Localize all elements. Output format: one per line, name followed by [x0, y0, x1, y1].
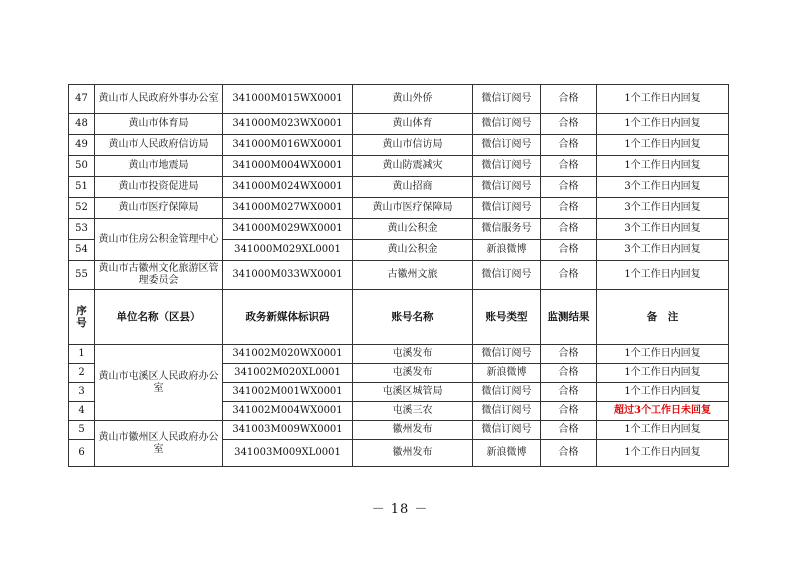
- seq-cell: 50: [69, 156, 95, 177]
- note-cell: 3个工作日内回复: [597, 198, 729, 219]
- code-cell: 341003M009WX0001: [223, 421, 353, 440]
- seq-cell: 1: [69, 345, 95, 364]
- account-cell: 黄山市信访局: [353, 135, 473, 156]
- header-seq: [69, 290, 95, 345]
- table-row: [69, 177, 729, 198]
- code-cell: 341000M015WX0001: [223, 85, 353, 114]
- note-cell: 1个工作日内回复: [597, 440, 729, 467]
- type-cell: 新浪微博: [473, 440, 541, 467]
- type-cell: 微信订阅号: [473, 85, 541, 114]
- code-cell: 341000M029XL0001: [223, 240, 353, 261]
- account-cell: 徽州发布: [353, 440, 473, 467]
- type-cell: 微信订阅号: [473, 177, 541, 198]
- table-row: [69, 135, 729, 156]
- result-cell: 合格: [541, 421, 597, 440]
- header-result: 监测结果: [541, 290, 597, 345]
- account-cell: 屯溪发布: [353, 364, 473, 383]
- header-account: 账号名称: [353, 290, 473, 345]
- result-cell: 合格: [541, 261, 597, 290]
- account-cell: 屯溪区城管局: [353, 383, 473, 402]
- account-cell: 徽州发布: [353, 421, 473, 440]
- seq-cell: 49: [69, 135, 95, 156]
- note-cell-alert: 超过3个工作日未回复: [597, 402, 729, 421]
- result-cell: 合格: [541, 156, 597, 177]
- code-cell: 341000M023WX0001: [223, 114, 353, 135]
- type-cell: 微信订阅号: [473, 261, 541, 290]
- table-row: [69, 198, 729, 219]
- table-row: [69, 156, 729, 177]
- code-cell: 341002M001WX0001: [223, 383, 353, 402]
- type-cell: 微信订阅号: [473, 421, 541, 440]
- header-code: 政务新媒体标识码: [223, 290, 353, 345]
- unit-cell: 黄山市地震局: [95, 156, 223, 177]
- note-cell: 1个工作日内回复: [597, 383, 729, 402]
- type-cell: 微信订阅号: [473, 198, 541, 219]
- seq-cell: 55: [69, 261, 95, 290]
- code-cell: 341003M009XL0001: [223, 440, 353, 467]
- account-cell: 黄山市医疗保障局: [353, 198, 473, 219]
- table-row: [69, 114, 729, 135]
- account-cell: 黄山外侨: [353, 85, 473, 114]
- code-cell: 341000M004WX0001: [223, 156, 353, 177]
- account-cell: 古徽州文旅: [353, 261, 473, 290]
- type-cell: 微信订阅号: [473, 135, 541, 156]
- type-cell: 微信订阅号: [473, 156, 541, 177]
- type-cell: 微信订阅号: [473, 345, 541, 364]
- note-cell: 3个工作日内回复: [597, 177, 729, 198]
- note-cell: 1个工作日内回复: [597, 114, 729, 135]
- seq-cell: 5: [69, 421, 95, 440]
- note-cell: 1个工作日内回复: [597, 364, 729, 383]
- type-cell: 新浪微博: [473, 240, 541, 261]
- result-cell: 合格: [541, 345, 597, 364]
- unit-cell: 黄山市徽州区人民政府办公室: [95, 421, 223, 467]
- type-cell: 微信订阅号: [473, 383, 541, 402]
- table-row: [69, 261, 729, 290]
- seq-cell: 51: [69, 177, 95, 198]
- unit-cell: 黄山市投资促进局: [95, 177, 223, 198]
- header-note: 备 注: [597, 290, 729, 345]
- seq-cell: 4: [69, 402, 95, 421]
- code-cell: 341002M020XL0001: [223, 364, 353, 383]
- result-cell: 合格: [541, 177, 597, 198]
- unit-cell: 黄山市体育局: [95, 114, 223, 135]
- result-cell: 合格: [541, 440, 597, 467]
- seq-cell: 53: [69, 219, 95, 240]
- result-cell: 合格: [541, 219, 597, 240]
- note-cell: 1个工作日内回复: [597, 261, 729, 290]
- account-cell: 黄山公积金: [353, 219, 473, 240]
- unit-cell: 黄山市人民政府信访局: [95, 135, 223, 156]
- note-cell: 3个工作日内回复: [597, 240, 729, 261]
- table-row: [69, 85, 729, 114]
- account-cell: 黄山招商: [353, 177, 473, 198]
- table-row: [69, 219, 729, 240]
- seq-cell: 6: [69, 440, 95, 467]
- table-row: [69, 421, 729, 440]
- note-cell: 3个工作日内回复: [597, 219, 729, 240]
- code-cell: 341000M027WX0001: [223, 198, 353, 219]
- seq-cell: 48: [69, 114, 95, 135]
- account-cell: 黄山公积金: [353, 240, 473, 261]
- seq-cell: 52: [69, 198, 95, 219]
- account-cell: 黄山体育: [353, 114, 473, 135]
- note-cell: 1个工作日内回复: [597, 135, 729, 156]
- note-cell: 1个工作日内回复: [597, 85, 729, 114]
- type-cell: 新浪微博: [473, 364, 541, 383]
- account-cell: 黄山防震减灾: [353, 156, 473, 177]
- seq-cell: 54: [69, 240, 95, 261]
- code-cell: 341002M020WX0001: [223, 345, 353, 364]
- result-cell: 合格: [541, 383, 597, 402]
- type-cell: 微信服务号: [473, 219, 541, 240]
- note-cell: 1个工作日内回复: [597, 421, 729, 440]
- code-cell: 341002M004WX0001: [223, 402, 353, 421]
- code-cell: 341000M024WX0001: [223, 177, 353, 198]
- result-cell: 合格: [541, 114, 597, 135]
- unit-cell: 黄山市人民政府外事办公室: [95, 85, 223, 114]
- type-cell: 微信订阅号: [473, 402, 541, 421]
- header-seq-line1: 序: [76, 305, 87, 317]
- seq-cell: 2: [69, 364, 95, 383]
- unit-cell: 黄山市古徽州文化旅游区管理委员会: [95, 261, 223, 290]
- result-cell: 合格: [541, 198, 597, 219]
- header-seq-line2: 号: [76, 317, 87, 329]
- seq-cell: 47: [69, 85, 95, 114]
- result-cell: 合格: [541, 135, 597, 156]
- header-unit: 单位名称（区县）: [95, 290, 223, 345]
- note-cell: 1个工作日内回复: [597, 156, 729, 177]
- result-cell: 合格: [541, 240, 597, 261]
- code-cell: 341000M029WX0001: [223, 219, 353, 240]
- unit-cell: 黄山市屯溪区人民政府办公室: [95, 345, 223, 421]
- seq-cell: 3: [69, 383, 95, 402]
- result-cell: 合格: [541, 402, 597, 421]
- unit-cell: 黄山市医疗保障局: [95, 198, 223, 219]
- table-header-row: [69, 290, 729, 345]
- account-cell: 屯溪三农: [353, 402, 473, 421]
- monitoring-table: [68, 84, 729, 467]
- code-cell: 341000M033WX0001: [223, 261, 353, 290]
- result-cell: 合格: [541, 364, 597, 383]
- account-cell: 屯溪发布: [353, 345, 473, 364]
- type-cell: 微信订阅号: [473, 114, 541, 135]
- code-cell: 341000M016WX0001: [223, 135, 353, 156]
- table-row: [69, 345, 729, 364]
- page-number: － 18 －: [371, 502, 429, 517]
- header-type: 账号类型: [473, 290, 541, 345]
- result-cell: 合格: [541, 85, 597, 114]
- note-cell: 1个工作日内回复: [597, 345, 729, 364]
- unit-cell: 黄山市住房公积金管理中心: [95, 219, 223, 261]
